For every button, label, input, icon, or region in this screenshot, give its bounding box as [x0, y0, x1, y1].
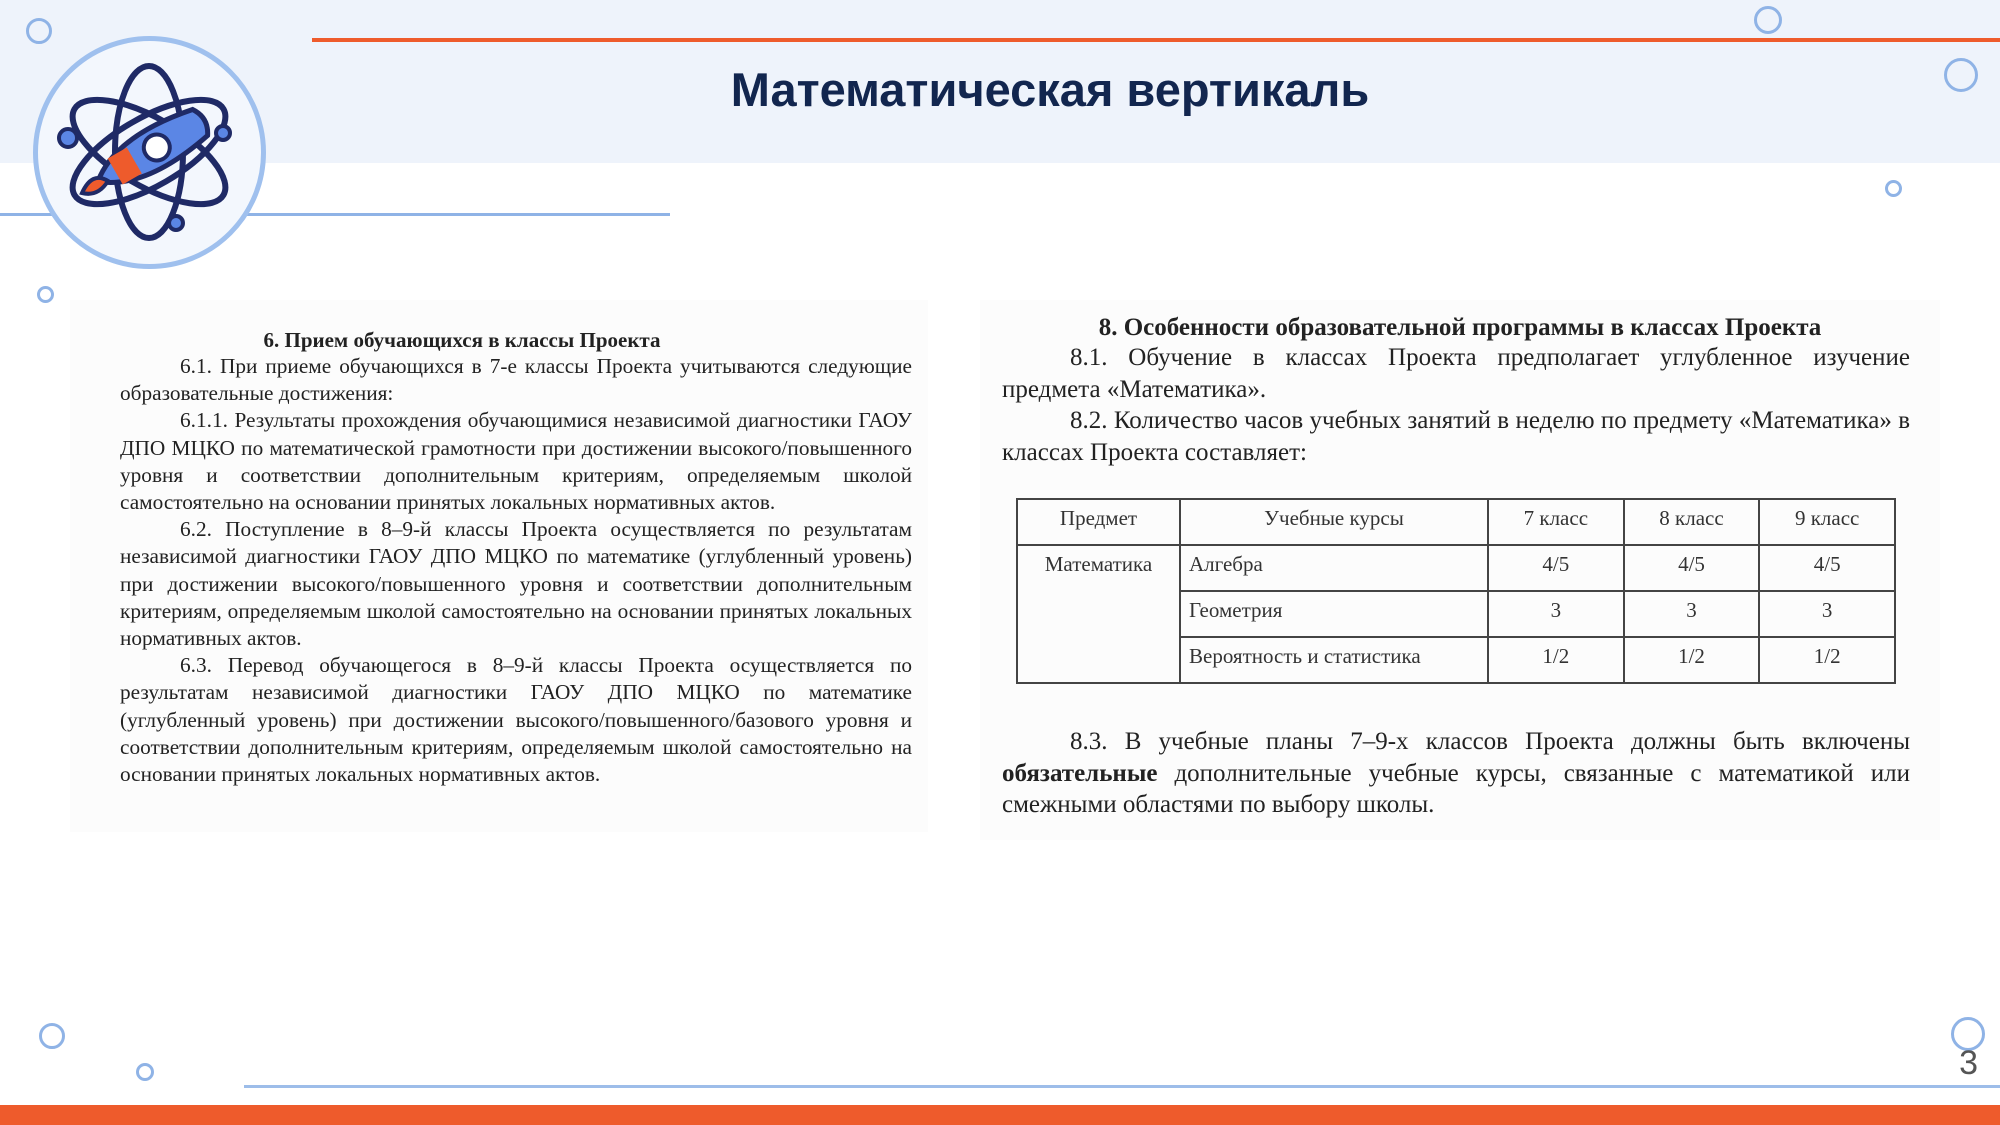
- course-cell: Алгебра: [1180, 545, 1488, 591]
- hours-cell: 1/2: [1624, 637, 1760, 683]
- column-header: 7 класс: [1488, 499, 1624, 545]
- paragraph-6-3: 6.3. Перевод обучающегося в 8–9-й классы Проекта осуществляется по результатам независимой диагностики ГАОУ ДПО МЦКО по математике (углубленный уровень) при достижении высокого/повышенного/базового уровня и соответствии дополнительным критериям, определяемым школой самостоятельно на основании принятых локальных нормативных актов.: [120, 653, 912, 787]
- hours-cell: 1/2: [1488, 637, 1624, 683]
- column-header: Предмет: [1017, 499, 1180, 545]
- decor-circle: [136, 1063, 154, 1081]
- column-header: 9 класс: [1759, 499, 1895, 545]
- page-title: Математическая вертикаль: [730, 63, 1370, 116]
- paragraph-6-1: 6.1. При приеме обучающихся в 7-е классы Проекта учитываются следующие образовательные достижения:: [120, 354, 912, 406]
- paragraph-8-3-lead: 8.3. В учебные планы 7–9-х классов Проекта должны быть включены: [1070, 728, 1910, 755]
- course-cell: Вероятность и статистика: [1180, 637, 1488, 683]
- hours-cell: 4/5: [1488, 545, 1624, 591]
- hours-cell: 3: [1759, 591, 1895, 637]
- hours-cell: 1/2: [1759, 637, 1895, 683]
- column-header: Учебные курсы: [1180, 499, 1488, 545]
- page-number: 3: [1959, 1044, 1978, 1082]
- paragraph-8-3-tail: дополнительные учебные курсы, связанные с математикой или смежными областями по выбору школы.: [1002, 759, 1910, 818]
- emphasis-mandatory: обязательные: [1002, 759, 1158, 787]
- paragraph-8-2: 8.2. Количество часов учебных занятий в неделю по предмету «Математика» в классах Проекта составляет:: [1002, 407, 1910, 466]
- paragraph-8-3: [980, 726, 1940, 821]
- decor-circle: [39, 1023, 65, 1049]
- footer-divider-line: [244, 1085, 2000, 1088]
- section-heading: 6. Прием обучающихся в классы Проекта: [263, 328, 661, 352]
- table-row: [1017, 545, 1895, 591]
- footer-band: [0, 1105, 2000, 1125]
- column-header: 8 класс: [1624, 499, 1760, 545]
- decor-circle: [37, 286, 54, 303]
- hours-table: [1016, 498, 1896, 684]
- paragraph-6-2: 6.2. Поступление в 8–9-й классы Проекта осуществляется по результатам независимой диагностики ГАОУ ДПО МЦКО по математике (углубленный уровень) при достижении высокого/повышенного уровня и соответствии дополнительным критериям, определяемым школой самостоятельно на основании принятых локальных нормативных актов.: [120, 517, 912, 651]
- decor-circle: [1885, 180, 1902, 197]
- decor-circle: [1754, 6, 1782, 34]
- course-cell: Геометрия: [1180, 591, 1488, 637]
- hours-cell: 3: [1488, 591, 1624, 637]
- hours-cell: 4/5: [1759, 545, 1895, 591]
- table-header-row: [1017, 499, 1895, 545]
- header-accent-line: [312, 38, 2000, 42]
- hours-cell: 3: [1624, 591, 1760, 637]
- paragraph-8-1: 8.1. Обучение в классах Проекта предполагает углубленное изучение предмета «Математика».: [1002, 344, 1910, 403]
- paragraph-6-1-1: 6.1.1. Результаты прохождения обучающимися независимой диагностики ГАОУ ДПО МЦКО по математической грамотности при достижении высокого/повышенного уровня и соответствии дополнительным критериям, определяемым школой самостоятельно на основании принятых локальных нормативных актов.: [120, 408, 912, 515]
- admission-section-scan: [70, 300, 928, 832]
- section-heading: 8. Особенности образовательной программы в классах Проекта: [1098, 314, 1822, 341]
- program-section-scan: [980, 300, 1940, 840]
- hours-cell: 4/5: [1624, 545, 1760, 591]
- subject-cell: Математика: [1017, 545, 1180, 683]
